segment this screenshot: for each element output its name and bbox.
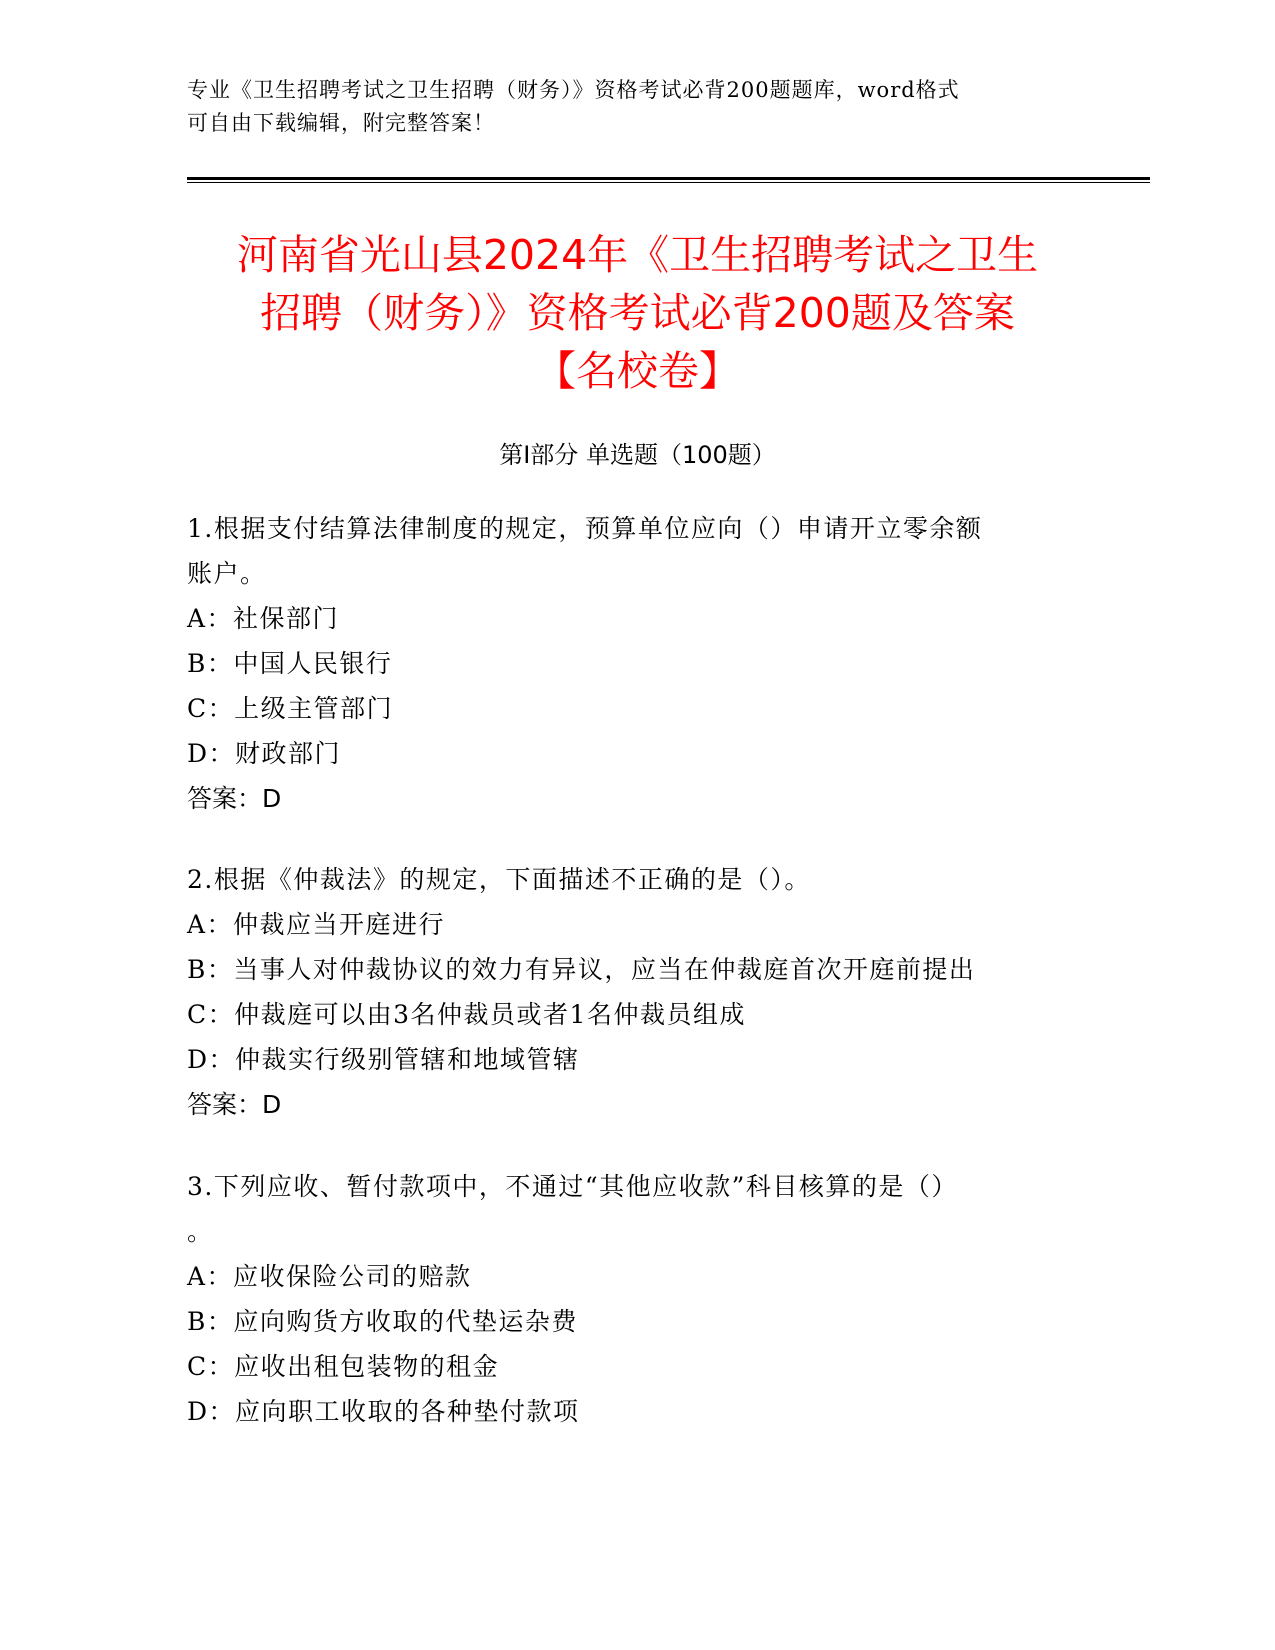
question-stem-line-2: 。 <box>187 1217 214 1246</box>
option-a: A：社保部门 <box>187 604 340 633</box>
header-note-line-2: 可自由下载编辑，附完整答案！ <box>187 111 495 135</box>
question-stem-line-1: 3.下列应收、暂付款项中，不通过“其他应收款”科目核算的是（） <box>187 1172 958 1201</box>
option-c: C：上级主管部门 <box>187 694 394 723</box>
option-b: B：应向购货方收取的代垫运杂费 <box>187 1307 578 1336</box>
option-a: A：应收保险公司的赔款 <box>187 1262 472 1291</box>
option-b: B：中国人民银行 <box>187 649 393 678</box>
option-d: D：应向职工收取的各种垫付款项 <box>187 1397 580 1426</box>
option-d: D：财政部门 <box>187 739 342 768</box>
question-2 <box>187 857 1087 1127</box>
header-note <box>187 74 1087 140</box>
document-title <box>150 226 1125 400</box>
question-stem-line-2: 账户。 <box>187 559 267 588</box>
title-line-3: 【名校卷】 <box>535 347 740 395</box>
option-c: C：应收出租包装物的租金 <box>187 1352 500 1381</box>
title-line-2: 招聘（财务）》资格考试必背200题及答案 <box>260 289 1015 337</box>
option-b: B：当事人对仲裁协议的效力有异议，应当在仲裁庭首次开庭前提出 <box>187 955 976 984</box>
question-3 <box>187 1164 1087 1434</box>
answer: 答案：D <box>187 1090 282 1119</box>
option-c: C：仲裁庭可以由3名仲裁员或者1名仲裁员组成 <box>187 1000 746 1029</box>
option-d: D：仲裁实行级别管辖和地域管辖 <box>187 1045 580 1074</box>
question-stem-line-1: 1.根据支付结算法律制度的规定，预算单位应向（）申请开立零余额 <box>187 514 983 543</box>
question-1 <box>187 506 1087 821</box>
header-note-line-1: 专业《卫生招聘考试之卫生招聘（财务）》资格考试必背200题题库，word格式 <box>187 78 960 102</box>
header-divider-thick <box>187 177 1150 180</box>
question-stem-line-1: 2.根据《仲裁法》的规定，下面描述不正确的是（）。 <box>187 865 811 894</box>
option-a: A：仲裁应当开庭进行 <box>187 910 446 939</box>
title-line-1: 河南省光山县2024年《卫生招聘考试之卫生 <box>236 231 1039 279</box>
section-heading: 第Ⅰ部分 单选题（100题） <box>499 441 776 469</box>
header-divider-thin <box>187 182 1150 183</box>
answer: 答案：D <box>187 784 282 813</box>
